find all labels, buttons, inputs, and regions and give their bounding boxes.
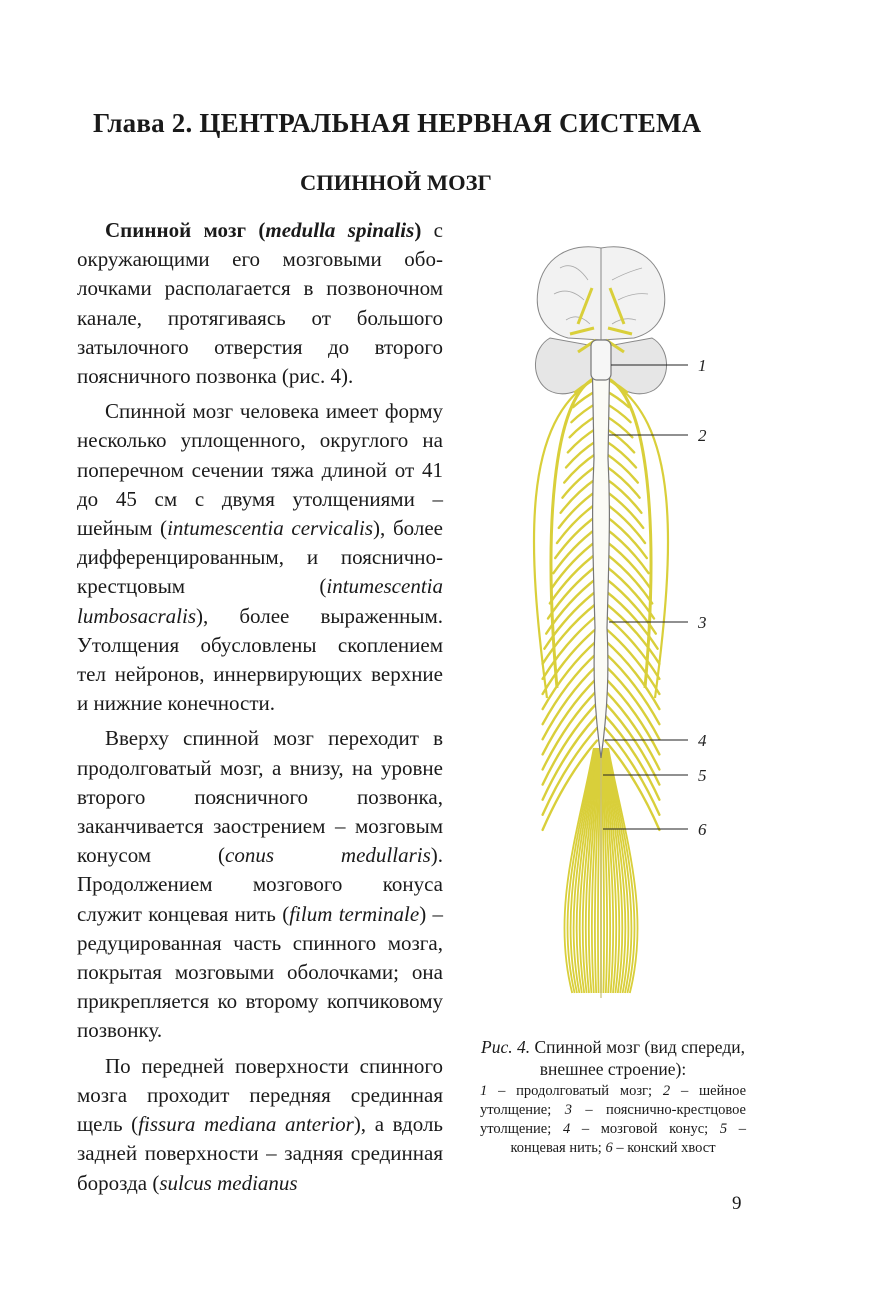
body-text: [77, 216, 443, 1204]
figure-callouts: [603, 356, 707, 839]
paragraph-3: Вверху спинной мозг переходит в продолговатый мозг, а внизу, на уровне второго поясничного позвонка, заканчивается заострением – мозговым конусом (conus medullaris). Продолжением мозгового конуса служит концевая нить (filum terminale) – редуцированная часть спинного мозга, покрытая мозговыми оболочками; она прикрепляется ко второму копчиковому позвонку.: [77, 726, 444, 1043]
medulla-oblongata: [591, 340, 611, 380]
chapter-title: Глава 2. ЦЕНТРАЛЬНАЯ НЕРВНАЯ СИСТЕМА: [93, 108, 702, 138]
callout-label-2: 2: [698, 426, 707, 445]
section-title: СПИННОЙ МОЗГ: [300, 170, 492, 195]
callout-label-6: 6: [698, 820, 707, 839]
callout-label-1: 1: [698, 356, 707, 375]
callout-label-4: 4: [698, 731, 707, 750]
paragraph-1: Спинной мозг (medulla spinalis) с окружающими его мозговыми оболочками располагается в позвоночном канале, протягиваясь от большого затылочного отверстия до второго поясничного позвонка (рис. 4).: [77, 218, 444, 389]
figure-caption: [480, 1037, 746, 1158]
spinal-nerve: [568, 428, 597, 452]
spinal-nerve: [605, 678, 659, 754]
spinal-nerve: [605, 691, 659, 770]
spinal-nerve: [605, 666, 659, 740]
spinal-nerve: [543, 678, 597, 754]
paragraph-4: По передней поверхности спинного мозга проходит передняя срединная щель (fissura mediana anterior), а вдоль задней поверхности – задняя срединная борозда (sulcus medianus: [77, 1053, 444, 1195]
page-number: 9: [732, 1193, 742, 1214]
spinal-cord-body: [592, 348, 610, 758]
term-bold: Спинной мозг (medulla spinalis): [105, 218, 422, 242]
spinal-cord-drawing: [591, 340, 611, 998]
spinal-nerve: [543, 666, 597, 740]
spinal-nerve: [605, 428, 634, 452]
paragraph-2: Спинной мозг человека имеет форму несколько уплощенного, округлого на поперечном сечении тяжа длиной от 41 до 45 см с двумя утолщениями – шейным (intumescentia cervicalis), более дифференцированным, и пояснично-крестцовым (intumescentia lumbosacralis), более выраженным. Утолщения обусловлены скоплением тел нейронов, иннервирующих верхние и нижние конечности.: [77, 399, 443, 716]
caption-title: Рис. 4. Спинной мозг (вид спереди, внешнее строение):: [481, 1037, 745, 1079]
spinal-nerve: [543, 691, 597, 770]
spinal-cord-illustration: [470, 228, 760, 1008]
caption-label: Рис. 4.: [481, 1037, 531, 1057]
caption-legend: 1 – продолговатый мозг; 2 – шейное утолщение; 3 – пояснично-крестцовое утолщение; 4 – мозговой конус; 5 – концевая нить; 6 – конский хвост: [480, 1083, 746, 1156]
spinal-cord-figure: [470, 228, 760, 1008]
callout-label-5: 5: [698, 766, 707, 785]
callout-label-3: 3: [698, 613, 707, 632]
